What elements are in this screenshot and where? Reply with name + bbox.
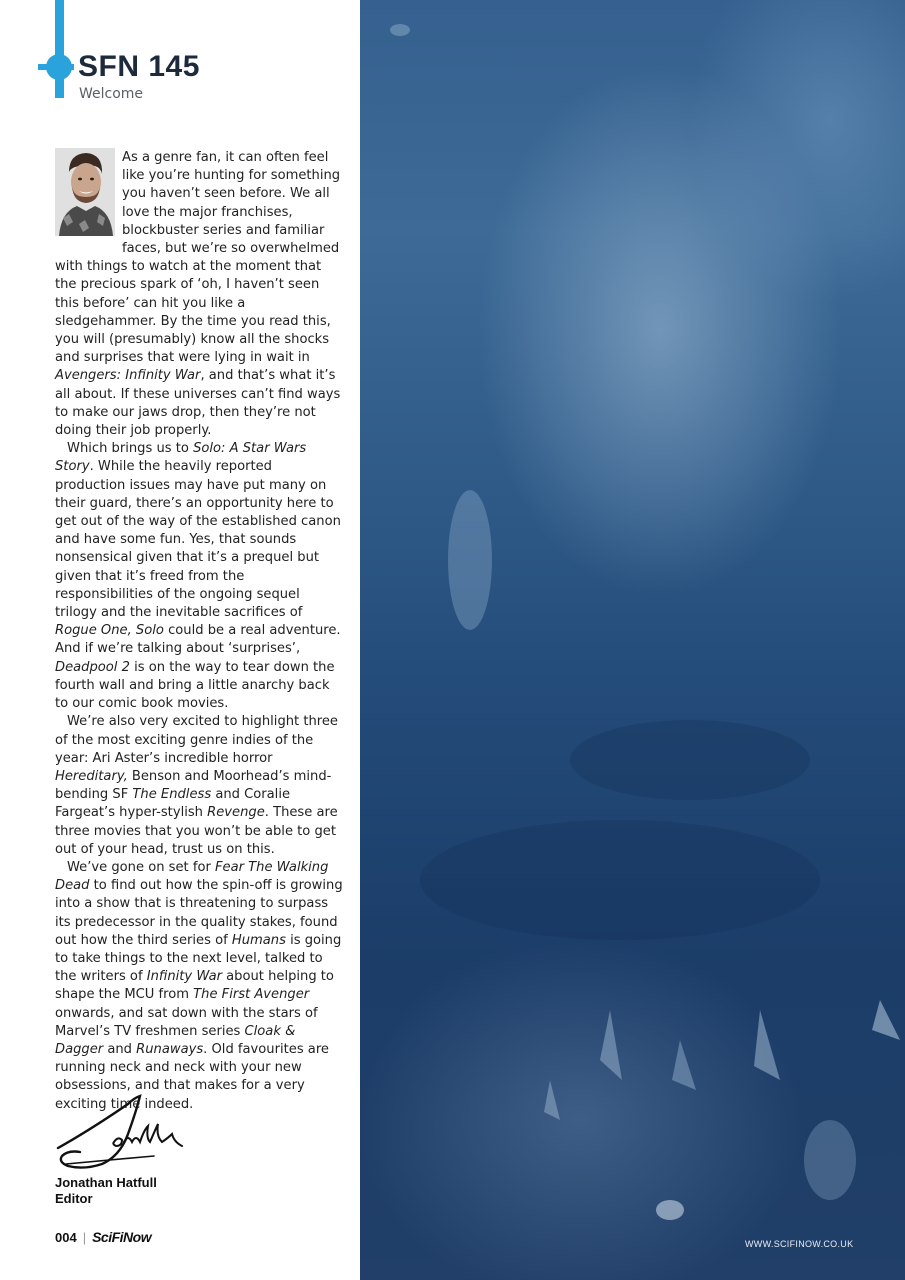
text-run: Infinity War: [146, 969, 222, 985]
text-run: , and that’s what it’s all about. If these universes can’t find ways to make our jaws drop, then they’re not doing their job properly.: [55, 368, 341, 439]
portrait-wrap-space: [55, 149, 122, 241]
text-run: Avengers: Infinity War: [55, 368, 201, 384]
text-run: is on the way to tear down the fourth wall and bring a little anarchy back to our comic book movies.: [55, 659, 335, 712]
text-run: Cloak & Dagger: [55, 1023, 296, 1057]
text-run: Humans: [231, 932, 286, 948]
editorial-paragraph-2: [55, 440, 344, 713]
text-run: . Old favourites are running neck and neck with your new obsessions, and that makes for a very exciting time indeed.: [55, 1041, 329, 1112]
editor-signature: [50, 1090, 190, 1175]
text-run: could be a real adventure. And if we’re talking about ‘surprises’,: [55, 623, 341, 657]
editorial-body: [55, 149, 344, 1114]
accent-vertical-bar: [55, 0, 64, 98]
text-run: Which brings us to: [67, 441, 194, 457]
text-run: . While the heavily reported production issues may have put many on their guard, there’s an opportunity here to get out of the way of the established canon and have some fun. Yes, that sounds nonsensical given that it’s a prequel but given that it’s freed from the responsibilities of the ongoing sequel trilogy and the inevitable sacrifices of: [55, 459, 341, 621]
text-run: Rogue One, Solo: [55, 623, 164, 639]
footer-separator: |: [82, 1230, 87, 1245]
text-run: and: [103, 1041, 137, 1057]
text-run: The First Avenger: [193, 987, 310, 1003]
text-run: The Endless: [132, 787, 212, 803]
page-footer: [55, 1229, 151, 1245]
text-run: Runaways: [136, 1041, 204, 1057]
editorial-paragraph-3: [55, 713, 344, 859]
editor-role: Editor: [55, 1191, 93, 1206]
text-run: We’re also very excited to highlight three of the most exciting genre indies of the year: Ari Aster’s incredible horror: [55, 714, 338, 766]
editorial-paragraph-4: [55, 859, 344, 1114]
text-run: We’ve gone on set for: [67, 859, 216, 875]
text-run: onwards, and sat down with the stars of Marvel’s TV freshmen series: [55, 1005, 318, 1039]
magazine-brand: SciFiNow: [92, 1229, 152, 1245]
text-run: Revenge: [207, 805, 265, 821]
text-run: As a genre fan, it can often feel like you’re hunting for something you haven’t seen before. We all love the major franchises, blockbuster series and familiar faces, but we’re so overwhelmed with things to watch at the moment that the precious spark of ‘oh, I haven’t seen this before’ can hit you like a sledgehammer. By the time you read this, you will (presumably) know all the shocks and surprises that were lying in wait in: [55, 150, 341, 366]
section-label: Welcome: [79, 86, 144, 102]
text-run: about helping to shape the MCU from: [55, 969, 334, 1003]
photo-texture: [360, 0, 905, 1280]
text-run: to find out how the spin-off is growing into a show that is threatening to surpass its predecessor in the quality stakes, found out how the third series of: [55, 878, 343, 948]
accent-dot: [46, 54, 72, 80]
text-run: Fear The Walking Dead: [55, 859, 329, 894]
website-url: WWW.SCIFINOW.CO.UK: [745, 1239, 854, 1249]
text-run: Hereditary,: [55, 768, 128, 784]
editor-signoff: [55, 1175, 157, 1207]
issue-title: SFN 145: [78, 50, 200, 83]
cover-photo: [360, 0, 905, 1280]
text-run: Solo: A Star Wars Story: [55, 441, 307, 475]
text-run: . These are three movies that you won’t be able to get out of your head, trust us on this.: [55, 805, 338, 857]
text-column: [0, 0, 360, 1280]
text-run: and Coralie Fargeat’s hyper-stylish: [55, 787, 291, 821]
page-number: 004: [55, 1230, 77, 1245]
editor-name: Jonathan Hatfull: [55, 1175, 157, 1190]
text-run: is going to take things to the next level, talked to the writers of: [55, 932, 342, 985]
text-run: Deadpool 2: [55, 659, 130, 675]
text-run: Benson and Moorhead’s mind-bending SF: [55, 768, 332, 803]
